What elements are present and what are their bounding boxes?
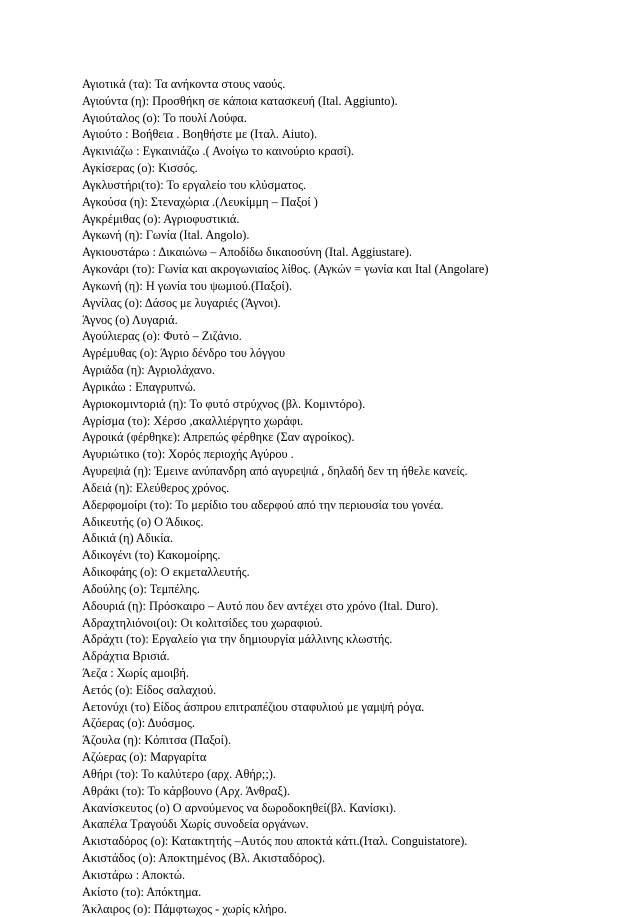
glossary-entry: Αγιούταλος (ο): Το πουλί Λούφα.	[82, 110, 247, 125]
glossary-entry: Αγούλιερας (ο): Φυτό – Ζιζάνιο.	[82, 329, 242, 344]
glossary-entry: Αδραχτηλιόνοι(οι): Οι κολιτσίδες του χωραφιού.	[82, 615, 323, 630]
glossary-entry: Αγρίσμα (το): Χέρσο ,ακαλλιέργητο χωράφι.	[82, 413, 304, 428]
glossary-entry: Αγυρεψιά (η): Έμεινε ανύπανδρη από αγυρεψιά , δηλαδή δεν τη ήθελε κανείς.	[82, 464, 468, 479]
glossary-entry: Αγκλυστήρι(το): Το εργαλείο του κλύσματος.	[82, 177, 307, 192]
glossary-entry: Άγνος (ο) Λυγαριά.	[82, 312, 178, 327]
glossary-entry: Αγιούντα (η): Προσθήκη σε κάποια κατασκευή (Ital. Aggiunto).	[82, 93, 398, 108]
glossary-entry: Αγιούτο : Βοήθεια . Βοηθήστε με (Ιταλ. Aiuto).	[82, 127, 318, 142]
glossary-entry: Αγκονάρι (το): Γωνία και ακρογωνιαίος λίθος. (Αγκών = γωνία και Ital (Angolare)	[82, 262, 489, 277]
glossary-entry: Αδουριά (η): Πρόσκαιρο – Αυτό που δεν αντέχει στο χρόνο (Ital. Duro).	[82, 598, 439, 613]
glossary-entry: Αγκούσα (η): Στεναχώρια .(Λευκίμμη – Παξοί )	[82, 194, 318, 209]
glossary-entry: Αγκωνή (η): Γωνία (Ital. Angolo).	[82, 228, 250, 243]
glossary-entry: Αθήρι (το): Το καλύτερο (αρχ. Αθήρ;;).	[82, 766, 276, 781]
glossary-entry: Ακαπέλα Τραγούδι Χωρίς συνοδεία οργάνων.	[82, 817, 309, 832]
glossary-entry: Αετός (ο): Είδος σαλαχιού.	[82, 682, 217, 697]
glossary-entry: Αθράκι (το): Το κάρβουνο (Αρχ. Άνθραξ).	[82, 783, 290, 798]
glossary-entry: Ακανίσκευτος (ο) Ο αρνούμενος να δωροδοκηθεί(βλ. Κανίσκι).	[82, 800, 397, 815]
glossary-entry: Ακιστάρω : Αποκτώ.	[82, 867, 186, 882]
glossary-entry: Αδικιά (η) Αδικία.	[82, 531, 174, 546]
glossary-entry: Αγιοτικά (τα): Τα ανήκοντα στους ναούς.	[82, 77, 286, 91]
glossary-entry: Αδερφομοίρι (το): Το μερίδιο του αδερφού από την περιουσία του γονέα.	[82, 497, 444, 512]
glossary-entry: Αγρικάω : Επαγρυπνώ.	[82, 379, 196, 394]
glossary-entry: Αετονύχι (το) Είδος άσπρου επιτραπέζιου σταφυλιού με γαμψή ρόγα.	[82, 699, 425, 714]
glossary-entry: Αγκιουστάρω : Δικαιώνω – Αποδίδω δικαιοσύνη (Ital. Aggiustare).	[82, 245, 413, 260]
glossary-entry: Άεζα : Χωρίς αμοιβή.	[82, 665, 189, 680]
glossary-entry: Αγκρέμιθας (ο): Αγριοφυστικιά.	[82, 211, 240, 226]
glossary-entry: Αγκωνή (η): Η γωνία του ψωμιού.(Παξοί).	[82, 278, 293, 293]
glossary-entry: Αδικοφάης (ο): Ο εκμεταλλευτής.	[82, 565, 250, 580]
glossary-entry: Αγρέμυθας (ο): Άγριο δένδρο του λόγγου	[82, 346, 286, 361]
glossary-entry: Αγνίλας (ο): Δάσος με λυγαριές (Άγνοι).	[82, 295, 281, 310]
glossary-entry: Αδειά (η): Ελεύθερος χρόνος.	[82, 480, 230, 495]
glossary-entry: Αγριάδα (η): Αγριολάχανο.	[82, 363, 215, 378]
glossary-entry-list	[82, 76, 602, 917]
glossary-entry: Αγυριώτικο (το): Χορός περιοχής Αγύρου .	[82, 447, 294, 462]
glossary-entry: Ακιστάδος (ο): Αποκτημένος (Βλ. Ακισταδόρος).	[82, 851, 326, 866]
glossary-entry: Ακισταδόρος (ο): Κατακτητής –Αυτός που αποκτά κάτι.(Ιταλ. Conguistatore).	[82, 834, 468, 849]
glossary-entry: Αδικογένι (το) Κακομοίρης.	[82, 548, 221, 563]
glossary-entry: Αζόερας (ο): Δυόσμος.	[82, 716, 195, 731]
glossary-entry: Αδικευτής (ο) Ο Άδικος.	[82, 514, 204, 529]
glossary-entry: Αδράχτι (το): Εργαλείο για την δημιουργία μάλλινης κλωστής.	[82, 632, 393, 647]
glossary-entry: Αγκινιάζω : Εγκαινιάζω .( Ανοίγω το καινούριο κρασί).	[82, 144, 355, 159]
glossary-entry: Αδράχτια Βρισιά.	[82, 649, 170, 664]
glossary-entry: Αζώερας (ο): Μαργαρίτα	[82, 750, 207, 765]
glossary-entry: Αγριοκομιντοριά (η): Το φυτό στρύχνος (βλ. Κομιντόρο).	[82, 396, 366, 411]
glossary-entry: Ακίστο (το): Απόκτημα.	[82, 884, 202, 899]
glossary-entry: Αγκίσερας (ο): Κισσός.	[82, 161, 198, 176]
glossary-entry: Άζουλα (η): Κόπιτσα (Παξοί).	[82, 733, 232, 748]
glossary-entry: Αδούλης (ο): Τεμπέλης.	[82, 581, 200, 596]
glossary-entry: Αγροικά (φέρθηκε): Απρεπώς φέρθηκε (Σαν αγροίκος).	[82, 430, 355, 445]
glossary-entry: Άκλαιρος (ο): Πάμφτωχος - χωρίς κλήρο.	[82, 901, 287, 916]
